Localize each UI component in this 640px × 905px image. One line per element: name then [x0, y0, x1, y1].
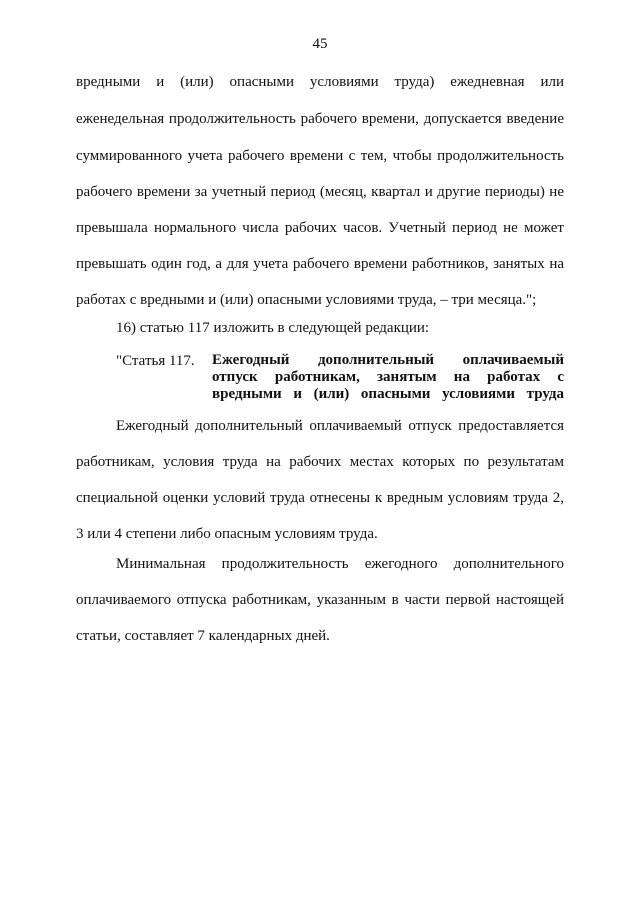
- text-line: вредными и (или) опасными условиями труда) ежедневная или: [76, 74, 564, 90]
- amendment-item: 16) статью 117 изложить в следующей редакции:: [116, 320, 430, 336]
- text-line: Ежегодный дополнительный оплачиваемый отпуск предоставляется: [116, 418, 564, 434]
- text-line: Минимальная продолжительность ежегодного дополнительного: [116, 556, 564, 572]
- article-label: "Статья 117.: [116, 353, 195, 369]
- text-line: суммированного учета рабочего времени с тем, чтобы продолжительность: [76, 148, 564, 164]
- text-line: статьи, составляет 7 календарных дней.: [76, 628, 330, 644]
- text-line: работникам, условия труда на рабочих местах которых по результатам: [76, 454, 564, 470]
- article-title-line: Ежегодный дополнительный оплачиваемый: [212, 352, 564, 368]
- text-line: 3 или 4 степени либо опасным условиям труда.: [76, 526, 378, 542]
- text-line: рабочего времени за учетный период (месяц, квартал и другие периоды) не: [76, 184, 564, 200]
- text-line: оплачиваемого отпуска работникам, указанным в части первой настоящей: [76, 592, 564, 608]
- text-line: превышать один год, а для учета рабочего времени работников, занятых на: [76, 256, 564, 272]
- article-title-line: отпуск работникам, занятым на работах с: [212, 369, 564, 385]
- text-line: специальной оценки условий труда отнесены к вредным условиям труда 2,: [76, 490, 564, 506]
- article-title-line: вредными и (или) опасными условиями труда: [212, 386, 564, 402]
- text-line: работах с вредными и (или) опасными условиями труда, – три месяца.";: [76, 292, 537, 308]
- text-line: превышала нормального числа рабочих часов. Учетный период не может: [76, 220, 564, 236]
- text-line: еженедельная продолжительность рабочего времени, допускается введение: [76, 111, 564, 127]
- page-number: 45: [312, 36, 328, 52]
